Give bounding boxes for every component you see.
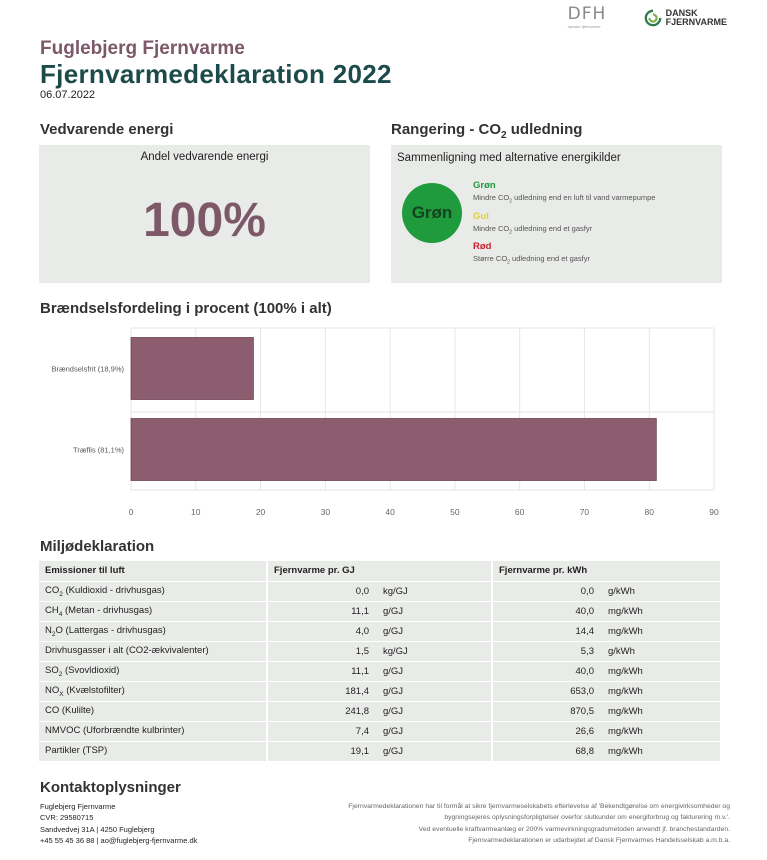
x-tick-label: 50: [450, 507, 460, 517]
note-line: Ved eventuelle kraftvarmeanlæg er 200% varmevirkningsgradsmetoden anvendt jf. branchestandarden.: [418, 825, 730, 833]
gj-value: 19,1: [267, 742, 377, 762]
contact-info: [40, 801, 197, 846]
x-tick-label: 90: [709, 507, 719, 517]
emissions-table: [39, 561, 720, 762]
legend-description: Mindre $CO_2$ udledning end et gasfyr: [473, 223, 593, 235]
ranking-panel: [391, 145, 722, 283]
col-header-gj: Fjernvarme pr. GJ: [267, 561, 492, 581]
x-tick-label: 0: [128, 507, 134, 517]
kwh-unit: mg/kWh: [602, 661, 720, 681]
ranking-heading: [391, 121, 582, 141]
emission-name: $CO_2$ (Kuldioxid - drivhusgas): [39, 581, 267, 601]
col-header-emission: Emissioner til luft: [39, 561, 267, 581]
gj-unit: kg/GJ: [377, 581, 492, 601]
bar: [131, 419, 656, 481]
renewable-label: Andel vedvarende energi: [140, 151, 269, 163]
kwh-unit: mg/kWh: [602, 722, 720, 742]
ranking-heading-text-end: udledning: [506, 121, 583, 138]
gj-unit: g/GJ: [377, 682, 492, 702]
gj-value: 7,4: [267, 722, 377, 742]
x-tick-label: 10: [191, 507, 201, 517]
gj-value: 241,8: [267, 702, 377, 722]
declaration-date: 06.07.2022: [40, 89, 96, 101]
ranking-heading-sub: 2: [501, 130, 507, 141]
ranking-heading-text: Rangering - CO: [391, 121, 502, 138]
dansk-logo-line1: DANSK: [665, 7, 698, 18]
note-line: Fjernvarmedeklarationen er udarbejdet af Dansk Fjernvarmes Handelsselskab a.m.b.a.: [468, 836, 730, 844]
gj-unit: g/GJ: [377, 702, 492, 722]
kwh-value: 0,0: [492, 581, 602, 601]
kwh-value: 40,0: [492, 661, 602, 681]
fuel-chart-svg: [0, 325, 767, 525]
table-row: [39, 641, 720, 661]
table-header-row: [39, 561, 720, 581]
fuel-chart: [0, 325, 767, 525]
swirl-icon: [644, 9, 662, 27]
header-logos: [568, 6, 727, 29]
x-tick-label: 60: [514, 507, 525, 517]
contact-heading: Kontaktoplysninger: [40, 779, 181, 796]
gj-unit: kg/GJ: [377, 641, 492, 661]
table-row: [39, 661, 720, 681]
kwh-unit: mg/kWh: [602, 601, 720, 621]
gj-unit: g/GJ: [377, 601, 492, 621]
kwh-value: 26,6: [492, 722, 602, 742]
legend-title: Rød: [473, 241, 492, 252]
kwh-value: 68,8: [492, 742, 602, 762]
contact-line: Fuglebjerg Fjernvarme: [40, 802, 116, 811]
contact-line: +45 55 45 36 88 | ao@fuglebjerg-fjernvarme.dk: [40, 835, 198, 845]
x-tick-label: 40: [385, 507, 395, 517]
x-tick-label: 80: [644, 507, 654, 517]
ranking-legend: [473, 180, 655, 272]
x-tick-label: 20: [255, 507, 266, 517]
contact-line: CVR: 29580715: [40, 813, 94, 823]
kwh-unit: mg/kWh: [602, 621, 720, 641]
env-heading: Miljødeklaration: [40, 538, 155, 555]
note-line: bygningsejeres oplysningsforpligtelser overfor slutkunder om energiforbrug og fakturering m.v.'.: [444, 814, 730, 822]
emission-name: $CH_4$ (Metan - drivhusgas): [39, 601, 267, 621]
page-title: Fjernvarmedeklaration 2022: [40, 59, 392, 89]
emission-name: Drivhusgasser i alt (CO2-ækvivalenter): [39, 641, 267, 661]
gj-unit: g/GJ: [377, 621, 492, 641]
legend-description: Større $CO_2$ udledning end et gasfyr: [473, 254, 591, 266]
emission-name: NMVOC (Uforbrændte kulbrinter): [39, 722, 267, 742]
gj-value: 1,5: [267, 641, 377, 661]
gj-value: 11,1: [267, 601, 377, 621]
kwh-value: 870,5: [492, 702, 602, 722]
x-tick-label: 70: [579, 507, 590, 517]
kwh-unit: g/kWh: [602, 641, 720, 661]
fuel-heading: Brændselsfordeling i procent (100% i alt): [40, 300, 332, 317]
y-tick-label: Træflis (81,1%): [73, 445, 124, 455]
gj-value: 4,0: [267, 621, 377, 641]
ranking-label: Sammenligning med alternative energikilder: [397, 152, 621, 164]
table-row: [39, 722, 720, 742]
gj-unit: g/GJ: [377, 661, 492, 681]
gj-unit: g/GJ: [377, 722, 492, 742]
renewable-value: 100%: [143, 194, 266, 247]
dansk-logo-line2: FJERNVARME: [665, 16, 727, 27]
table-row: [39, 702, 720, 722]
table-row: [39, 581, 720, 601]
x-tick-label: 30: [320, 507, 331, 517]
kwh-value: 14,4: [492, 621, 602, 641]
table-row: [39, 601, 720, 621]
dfh-logo-mark: DFH: [567, 4, 607, 24]
footer-notes: [260, 801, 730, 846]
table-row: [39, 742, 720, 762]
ranking-badge: Grøn: [402, 183, 462, 243]
kwh-unit: g/kWh: [602, 581, 720, 601]
emission-name: $NO_X$ (Kvælstofilter): [39, 682, 267, 702]
gj-value: 11,1: [267, 661, 377, 681]
kwh-unit: mg/kWh: [602, 682, 720, 702]
emission-name: Partikler (TSP): [39, 742, 267, 762]
kwh-value: 40,0: [492, 601, 602, 621]
emission-name: CO (Kulilte): [39, 702, 267, 722]
dfh-logo: [568, 6, 628, 29]
gj-value: 0,0: [267, 581, 377, 601]
contact-line: Sandvedvej 31A | 4250 Fuglebjerg: [40, 824, 155, 834]
note-line: Fjernvarmedeklarationen har til formål at sikre fjernvarmeselskabets efterlevelse af 'Bekendtgørelse om energivirksomheder og: [348, 803, 730, 810]
y-tick-label: Brændselsfrit (18,9%): [51, 364, 124, 374]
company-name: Fuglebjerg Fjernvarme: [40, 38, 245, 59]
kwh-unit: mg/kWh: [602, 742, 720, 762]
dfh-logo-sub: danske fjernvarme: [567, 24, 601, 29]
kwh-unit: mg/kWh: [602, 702, 720, 722]
bar: [131, 338, 253, 400]
gj-unit: g/GJ: [377, 742, 492, 762]
emission-name: $N_2O$ (Lattergas - drivhusgas): [39, 621, 267, 641]
table-row: [39, 682, 720, 702]
emission-name: $SO_2$ (Svovldioxid): [39, 661, 267, 681]
kwh-value: 5,3: [492, 641, 602, 661]
legend-title: Gul: [473, 210, 489, 222]
dansk-fjernvarme-logo: [644, 9, 727, 27]
renewable-heading: Vedvarende energi: [40, 121, 174, 138]
legend-description: Mindre $CO_2$ udledning end en luft til vand varmepumpe: [473, 193, 656, 205]
gj-value: 181,4: [267, 682, 377, 702]
renewable-panel: [39, 145, 370, 283]
kwh-value: 653,0: [492, 682, 602, 702]
legend-title: Grøn: [473, 180, 496, 191]
table-row: [39, 621, 720, 641]
col-header-kwh: Fjernvarme pr. kWh: [492, 561, 720, 581]
